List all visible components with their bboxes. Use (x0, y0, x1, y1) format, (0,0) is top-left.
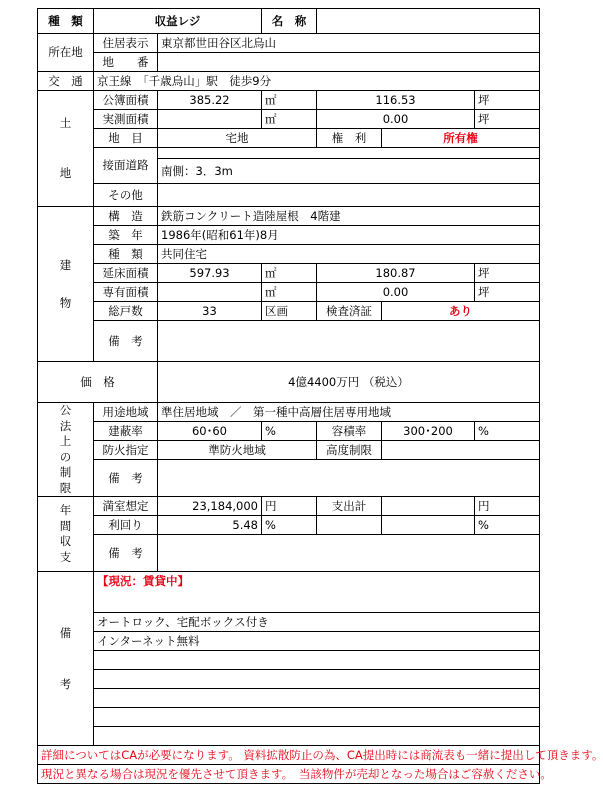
building-remarks-label: 備 考 (94, 321, 158, 362)
floor-area-m2-unit: ㎡ (262, 264, 317, 283)
measured-area-m2-unit: ㎡ (262, 110, 317, 129)
land-label-bottom: 地 (59, 166, 72, 181)
income-remarks-value (158, 535, 540, 572)
location-label: 所在地 (38, 34, 94, 72)
road-value-top (158, 148, 540, 159)
income-label (38, 497, 94, 572)
building-label-bottom: 物 (59, 295, 72, 310)
exclusive-area-m2-unit: ㎡ (262, 283, 317, 302)
price-value: 4億4400万円 （税込） (158, 362, 540, 403)
building-remarks-value (158, 321, 540, 362)
registered-area-tsubo-unit: 坪 (475, 91, 540, 110)
name-label: 名 称 (262, 9, 317, 34)
land-other-value (158, 184, 540, 207)
registered-area-m2-unit: ㎡ (262, 91, 317, 110)
zoning-value: 準住居地域 ／ 第一種中高層住居専用地域 (158, 403, 540, 422)
yield-empty-1 (317, 516, 382, 535)
transport-value: 京王線 「千歳烏山」駅 徒歩9分 (94, 72, 540, 91)
building-label (38, 207, 94, 362)
coverage-value: 60･60 (158, 422, 262, 441)
coverage-unit: % (262, 422, 317, 441)
floor-area-tsubo: 180.87 (317, 264, 475, 283)
exclusive-area-tsubo-unit: 坪 (475, 283, 540, 302)
expense-label: 支出計 (317, 497, 382, 516)
road-label: 接面道路 (94, 148, 158, 184)
full-occupancy-unit: 円 (262, 497, 317, 516)
far-label: 容積率 (317, 422, 382, 441)
notes-blank-5 (94, 708, 540, 727)
floor-area-label: 延床面積 (94, 264, 158, 283)
kind-value: 共同住宅 (158, 245, 540, 264)
units-label: 総戸数 (94, 302, 158, 321)
price-label: 価 格 (38, 362, 158, 403)
measured-area-tsubo: 0.00 (317, 110, 475, 129)
property-sheet (37, 8, 603, 792)
exclusive-area-m2 (158, 283, 262, 302)
address-label: 住居表示 (94, 34, 158, 53)
regulation-remarks-label: 備 考 (94, 460, 158, 497)
yield-empty-2 (382, 516, 475, 535)
expense-unit: 円 (475, 497, 540, 516)
inspection-value: あり (382, 302, 540, 321)
section-label: 区画 (262, 302, 317, 321)
land-category-label: 地 目 (94, 129, 158, 148)
structure-value: 鉄筋コンクリート造陸屋根 4階建 (158, 207, 540, 226)
notes-blank-3 (94, 670, 540, 689)
units-value: 33 (158, 302, 262, 321)
income-label-text: 年間収支 (59, 503, 72, 564)
footer-line-2: 現況と異なる場合は現況を優先させて頂きます。 当該物件が売却となった場合はご容赦ください。 (38, 765, 540, 784)
transport-label: 交 通 (38, 72, 94, 91)
structure-label: 構 造 (94, 207, 158, 226)
fire-value: 準防火地域 (158, 441, 317, 460)
regulation-label (38, 403, 94, 497)
far-value: 300･200 (382, 422, 475, 441)
land-label (38, 91, 94, 207)
height-value (382, 441, 540, 460)
far-unit: % (475, 422, 540, 441)
height-label: 高度制限 (317, 441, 382, 460)
fire-label: 防火指定 (94, 441, 158, 460)
lot-label: 地 番 (94, 53, 158, 72)
exclusive-area-tsubo: 0.00 (317, 283, 475, 302)
income-remarks-label: 備 考 (94, 535, 158, 572)
yield-empty-unit: % (475, 516, 540, 535)
notes-line-1: オートロック、宅配ボックス付き (94, 613, 540, 632)
type-value: 収益レジ (94, 9, 262, 34)
measured-area-m2 (158, 110, 262, 129)
building-label-top: 建 (59, 257, 72, 272)
yield-value: 5.48 (158, 516, 262, 535)
full-occupancy-label: 満室想定 (94, 497, 158, 516)
built-label: 築 年 (94, 226, 158, 245)
coverage-label: 建蔽率 (94, 422, 158, 441)
land-rights-label: 権 利 (317, 129, 382, 148)
inspection-label: 検査済証 (317, 302, 382, 321)
notes-line-2: インターネット無料 (94, 632, 540, 651)
land-rights-value: 所有権 (382, 129, 540, 148)
land-other-label: その他 (94, 184, 158, 207)
property-table (37, 8, 603, 784)
address-value: 東京都世田谷区北烏山 (158, 34, 540, 53)
registered-area-tsubo: 116.53 (317, 91, 475, 110)
name-value (317, 9, 540, 34)
registered-area-m2: 385.22 (158, 91, 262, 110)
full-occupancy-value: 23,184,000 (158, 497, 262, 516)
notes-blank-4 (94, 689, 540, 708)
zoning-label: 用途地域 (94, 403, 158, 422)
regulation-label-text: 公法上の制限 (59, 403, 72, 495)
measured-area-label: 実測面積 (94, 110, 158, 129)
kind-label: 種 類 (94, 245, 158, 264)
land-category-value: 宅地 (158, 129, 317, 148)
type-label: 種 類 (38, 9, 94, 34)
yield-unit: % (262, 516, 317, 535)
built-value: 1986年(昭和61年)8月 (158, 226, 540, 245)
floor-area-m2: 597.93 (158, 264, 262, 283)
regulation-remarks-value (158, 460, 540, 497)
notes-blank-1 (94, 590, 540, 613)
lot-value (158, 53, 540, 72)
land-label-top: 土 (59, 115, 72, 130)
notes-label-top: 備 (59, 625, 72, 640)
notes-blank-6 (94, 727, 540, 746)
measured-area-tsubo-unit: 坪 (475, 110, 540, 129)
notes-status: 【現況：賃貸中】 (94, 572, 540, 591)
floor-area-tsubo-unit: 坪 (475, 264, 540, 283)
notes-blank-2 (94, 651, 540, 670)
road-value: 南側：3．3m (158, 159, 540, 184)
registered-area-label: 公簿面積 (94, 91, 158, 110)
yield-label: 利回り (94, 516, 158, 535)
notes-label-bottom: 考 (59, 676, 72, 691)
exclusive-area-label: 専有面積 (94, 283, 158, 302)
notes-label (38, 572, 94, 746)
expense-value (382, 497, 475, 516)
footer-line-1: 詳細についてはCAが必要になります。 資料拡散防止の為、CA提出時には商流表も一緒に提出して頂きます。 (38, 746, 540, 765)
